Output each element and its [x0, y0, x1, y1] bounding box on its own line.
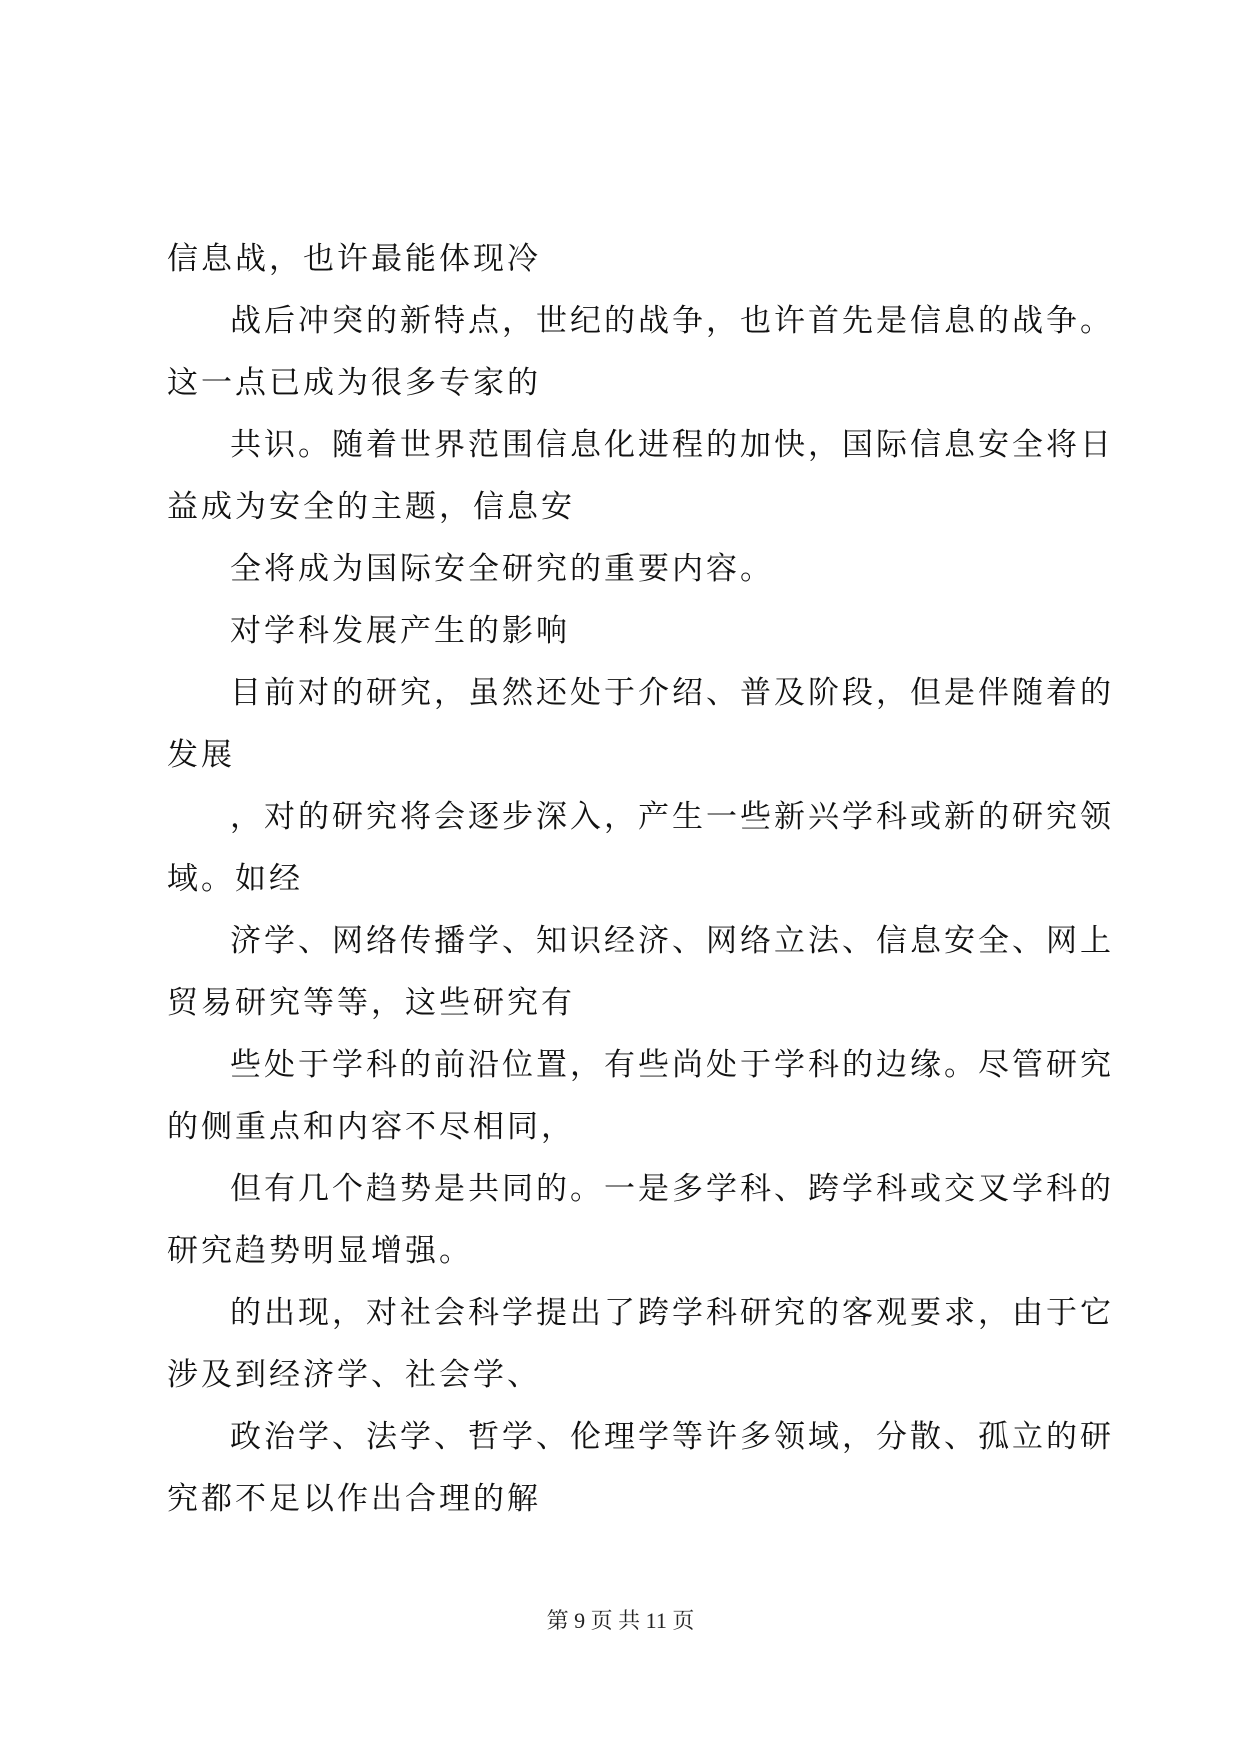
body-text: [167, 228, 1114, 1530]
text-line: 的侧重点和内容不尽相同，: [167, 1109, 575, 1145]
text-line: 信息战，也许最能体现冷: [167, 241, 541, 277]
text-line: 些处于学科的前沿位置，有些尚处于学科的边缘。尽管研究: [230, 1047, 1114, 1083]
text-line: 战后冲突的新特点，世纪的战争，也许首先是信息的战争。: [230, 303, 1114, 339]
text-line: 究都不足以作出合理的解: [167, 1481, 541, 1517]
text-line: 但有几个趋势是共同的。一是多学科、跨学科或交叉学科的: [230, 1171, 1114, 1207]
section-heading: 对学科发展产生的影响: [230, 613, 570, 649]
text-line: 目前对的研究，虽然还处于介绍、普及阶段，但是伴随着的: [230, 675, 1114, 711]
text-line: 贸易研究等等，这些研究有: [167, 985, 575, 1021]
text-line: 政治学、法学、哲学、伦理学等许多领域，分散、孤立的研: [230, 1419, 1114, 1455]
text-line: 共识。随着世界范围信息化进程的加快，国际信息安全将日: [230, 427, 1114, 463]
text-line: 全将成为国际安全研究的重要内容。: [230, 551, 774, 587]
page-footer: [0, 1606, 1241, 1636]
text-line: 研究趋势明显增强。: [167, 1233, 473, 1269]
page-number: 第 9 页 共 11 页: [546, 1608, 695, 1633]
text-line: 这一点已成为很多专家的: [167, 365, 541, 401]
text-line: 的出现，对社会科学提出了跨学科研究的客观要求，由于它: [230, 1295, 1114, 1331]
text-line: ，对的研究将会逐步深入，产生一些新兴学科或新的研究领: [230, 799, 1114, 835]
text-line: 发展: [167, 737, 235, 773]
text-line: 益成为安全的主题，信息安: [167, 489, 575, 525]
text-line: 域。如经: [167, 861, 303, 897]
text-line: 涉及到经济学、社会学、: [167, 1357, 541, 1393]
text-line: 济学、网络传播学、知识经济、网络立法、信息安全、网上: [230, 923, 1114, 959]
